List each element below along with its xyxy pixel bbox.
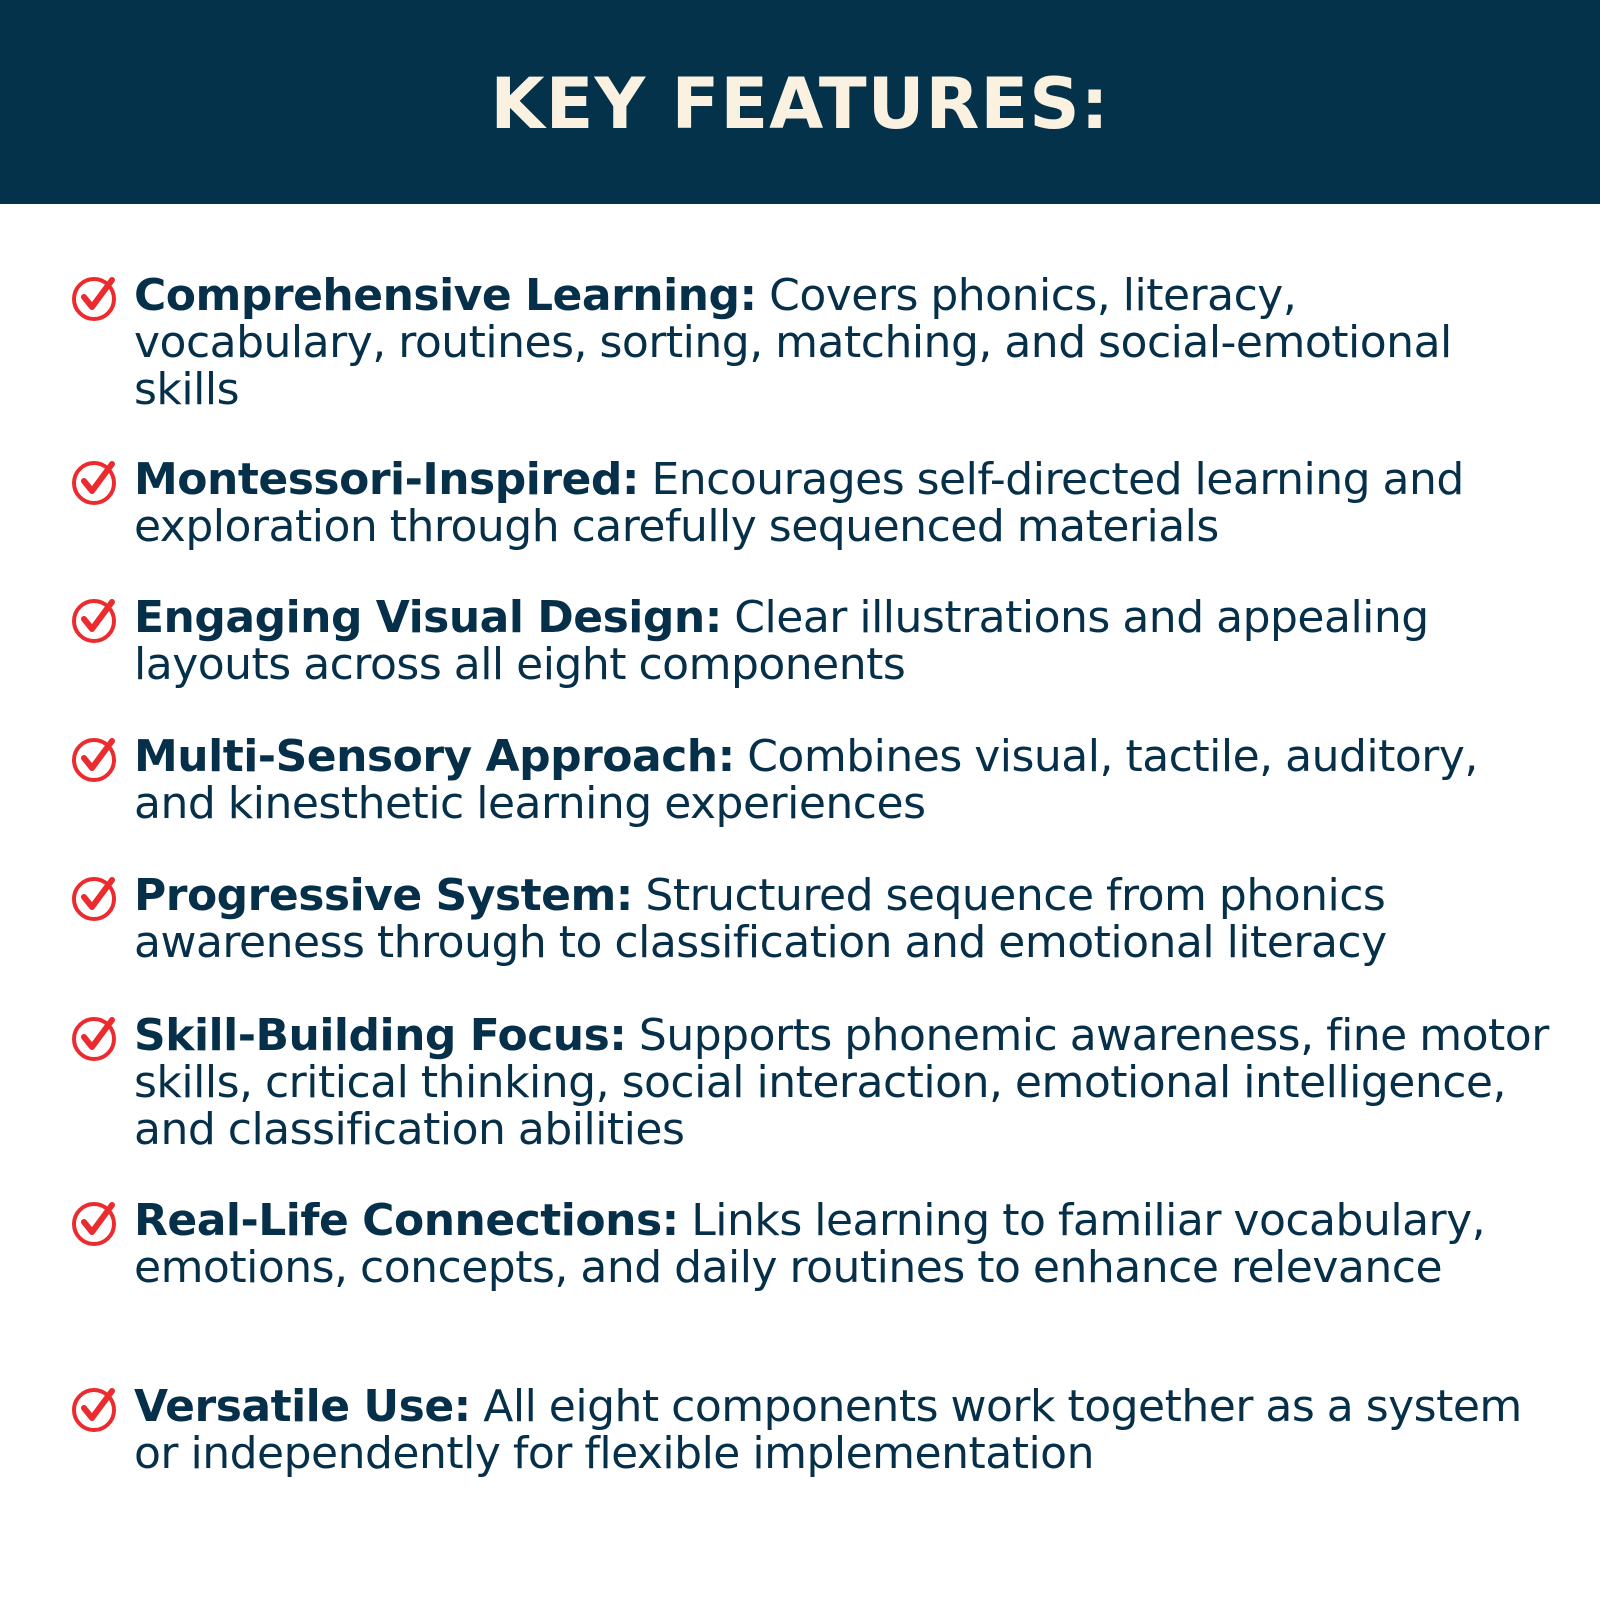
feature-text xyxy=(134,272,1554,413)
checkmark-circle-icon xyxy=(70,1012,122,1064)
feature-description: Encourages self-directed learning and exploration through carefully sequenced materials xyxy=(134,454,1464,552)
feature-title: Multi-Sensory Approach: xyxy=(134,731,735,782)
page-title: KEY FEATURES: xyxy=(490,63,1110,145)
feature-title: Engaging Visual Design: xyxy=(134,592,722,643)
checkmark-circle-icon xyxy=(70,594,122,646)
feature-title: Progressive System: xyxy=(134,870,633,921)
feature-description: All eight components work together as a system or independently for flexible implementation xyxy=(134,1381,1522,1479)
feature-text xyxy=(134,1012,1554,1153)
feature-text xyxy=(134,872,1554,966)
feature-text xyxy=(134,1383,1554,1477)
checkmark-circle-icon xyxy=(70,872,122,924)
checkmark-circle-icon xyxy=(70,272,122,324)
feature-description: Links learning to familiar vocabulary, emotions, concepts, and daily routines to enhance relevance xyxy=(134,1195,1486,1293)
feature-text xyxy=(134,456,1554,550)
feature-description: Covers phonics, literacy, vocabulary, routines, sorting, matching, and social-emotional skills xyxy=(134,270,1452,415)
feature-description: Structured sequence from phonics awareness through to classification and emotional literacy xyxy=(134,870,1387,968)
feature-text xyxy=(134,733,1554,827)
checkmark-circle-icon xyxy=(70,733,122,785)
feature-text xyxy=(134,1197,1554,1291)
feature-description: Combines visual, tactile, auditory, and kinesthetic learning experiences xyxy=(134,731,1478,829)
feature-title: Comprehensive Learning: xyxy=(134,270,757,321)
checkmark-circle-icon xyxy=(70,456,122,508)
feature-description: Clear illustrations and appealing layouts across all eight components xyxy=(134,592,1429,690)
feature-description: Supports phonemic awareness, fine motor skills, critical thinking, social interaction, emotional intelligence, and classification abilities xyxy=(134,1010,1549,1155)
feature-title: Montessori-Inspired: xyxy=(134,454,639,505)
feature-text xyxy=(134,594,1554,688)
feature-title: Skill-Building Focus: xyxy=(134,1010,627,1061)
feature-title: Versatile Use: xyxy=(134,1381,471,1432)
checkmark-circle-icon xyxy=(70,1383,122,1435)
checkmark-circle-icon xyxy=(70,1197,122,1249)
feature-title: Real-Life Connections: xyxy=(134,1195,679,1246)
